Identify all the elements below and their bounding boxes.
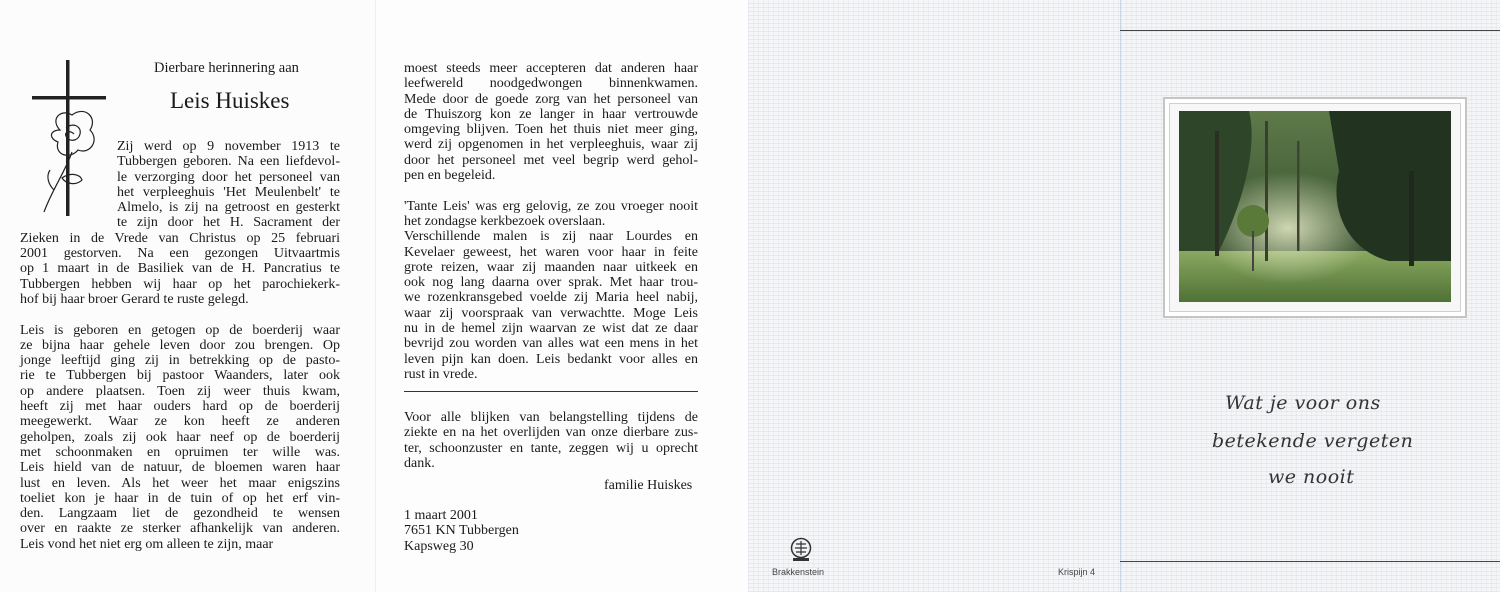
quote-line-3: we nooit — [1268, 466, 1355, 488]
biography-line — [20, 307, 340, 322]
biography-line: op andere plaatsen. Toen zij weer thuis kwam, — [20, 383, 340, 399]
biography-line: de Thuiszorg kon ze langer in haar vertrouwde — [404, 106, 698, 122]
quote-line-2: betekende vergeten — [1212, 430, 1414, 452]
biography-line: den. Langzaam liet de gezondheid te wensen — [20, 506, 340, 522]
biography-line: over en raakte ze sterker afhankelijk van anderen. — [20, 521, 340, 537]
address-line: 1 maart 2001 — [404, 508, 478, 523]
biography-line: Leis hield van de natuur, de bloemen waren haar — [20, 460, 340, 476]
biography-column-1 — [20, 139, 340, 552]
biography-line: leven pijn kan doen. Leis bedankt voor alles en — [404, 351, 698, 367]
top-rule — [1120, 30, 1500, 31]
heading: Dierbare herinnering aan — [154, 60, 299, 76]
park-photo — [1179, 111, 1451, 302]
back-page — [748, 0, 1120, 592]
biography-line: 'Tante Leis' was erg gelovig, ze zou vroeger nooit — [404, 198, 698, 214]
biography-line: pen en begeleid. — [404, 168, 496, 184]
signature: familie Huiskes — [604, 478, 693, 493]
address-block — [404, 508, 604, 554]
biography-line: bevrijd zou worden van alles wat een mens in het — [404, 336, 698, 352]
model-label: Krispijn 4 — [1058, 567, 1096, 577]
deceased-name: Leis Huiskes — [170, 88, 290, 113]
biography-line: 2001 gestorven. Na een gezongen Uitvaartmis — [20, 246, 340, 262]
biography-line: lust en leven. Als het weer het maar enigszins — [20, 475, 340, 491]
biography-line: waar zij voorspraak van verwachtte. Moge Leis — [404, 305, 698, 321]
biography-line: Leis vond het niet erg om alleen te zijn, maar — [20, 536, 274, 552]
brakkenstein-logo-icon — [790, 537, 812, 563]
biography-line: Zieken in de Vrede van Christus op 25 februari — [20, 230, 340, 246]
biography-line: Tubbergen geboren. Na een liefdevol- — [117, 154, 340, 170]
biography-line: heeft zij met haar ouders hard op de boerderij — [20, 399, 340, 415]
biography-line: Mede door de goede zorg van het personeel van — [404, 91, 698, 107]
biography-line: rie te Tubbergen bij pastoor Waanders, later ook — [20, 368, 340, 384]
address-line: Kapsweg 30 — [404, 538, 474, 554]
biography-line: het verpleeghuis 'Het Meulenbelt' te — [117, 184, 340, 200]
thanks-line: ter, schoonzuster en tante, zeggen wij u oprecht — [404, 440, 698, 456]
biography-line: geholpen, zoals zij ook haar neef op de boerderij — [20, 429, 340, 445]
biography-line: ook nog lang daarna over sprak. Met haar trou- — [404, 275, 698, 291]
biography-column-2 — [404, 61, 698, 382]
biography-line: nu in de hemel zijn waarvan ze wist dat ze daar — [404, 321, 698, 337]
biography-line: leefwereld noodgedwongen binnenkwamen. — [404, 76, 698, 92]
biography-line: rust in vrede. — [404, 366, 478, 382]
biography-line: te zijn door het H. Sacrament der — [117, 215, 340, 231]
biography-line: Leis is geboren en getogen op de boerderij waar — [20, 322, 340, 338]
thanks-line: dank. — [404, 455, 435, 471]
biography-line: meegewerkt. Waar ze kon heeft ze anderen — [20, 414, 340, 430]
quote-line-1: Wat je voor ons — [1225, 392, 1381, 414]
biography-line: grote reizen, waar zij maanden naar uitkeek en — [404, 259, 698, 275]
biography-line: Tubbergen hebben wij haar op het parochiekerk- — [20, 276, 340, 292]
biography-line: Zij werd op 9 november 1913 te — [117, 139, 340, 154]
biography-line: le verzorging door het personeel van — [117, 169, 340, 185]
biography-line — [404, 183, 698, 198]
photo-frame — [1163, 97, 1467, 318]
biography-line: jonge leeftijd ging zij in betrekking op de pasto- — [20, 353, 340, 369]
thanks-line: Voor alle blijken van belangstelling tijdens de — [404, 410, 698, 425]
biography-line: op 1 maart in de Basiliek van de H. Pancratius te — [20, 261, 340, 277]
biography-line: Almelo, is zij na getroost en gesterkt — [117, 200, 340, 216]
bottom-rule — [1120, 561, 1500, 562]
biography-line: Kevelaer geweest, het waren voor haar in feite — [404, 244, 698, 260]
biography-line: ze bijna haar gehele leven door zou brengen. Op — [20, 337, 340, 353]
divider-line — [404, 391, 698, 392]
biography-line: werd zij opgenomen in het verpleeghuis, waar zij — [404, 137, 698, 153]
biography-line: het zondagse kerkbezoek overslaan. — [404, 213, 606, 229]
biography-line: hof bij haar broer Gerard te ruste gelegd. — [20, 291, 249, 307]
address-line: 7651 KN Tubbergen — [404, 523, 519, 539]
biography-line: door het personeel met veel begrip werd gehol- — [404, 152, 698, 168]
thanks-line: ziekte en na het overlijden van onze dierbare zus- — [404, 425, 698, 441]
biography-line: moest steeds meer accepteren dat anderen haar — [404, 61, 698, 76]
thanks-text — [404, 410, 698, 471]
biography-line: met schoonmaken en opruimen ter wille was. — [20, 444, 340, 460]
biography-line: we rozenkransgebed voelde zij Maria heel nabij, — [404, 290, 698, 306]
biography-line: Verschillende malen is zij naar Lourdes en — [404, 229, 698, 245]
publisher-label: Brakkenstein — [772, 567, 825, 577]
biography-line: toeliet kon je haar in de tuin of op het erf vin- — [20, 490, 340, 506]
biography-line: omgeving blijven. Toen het thuis niet meer ging, — [404, 122, 698, 138]
